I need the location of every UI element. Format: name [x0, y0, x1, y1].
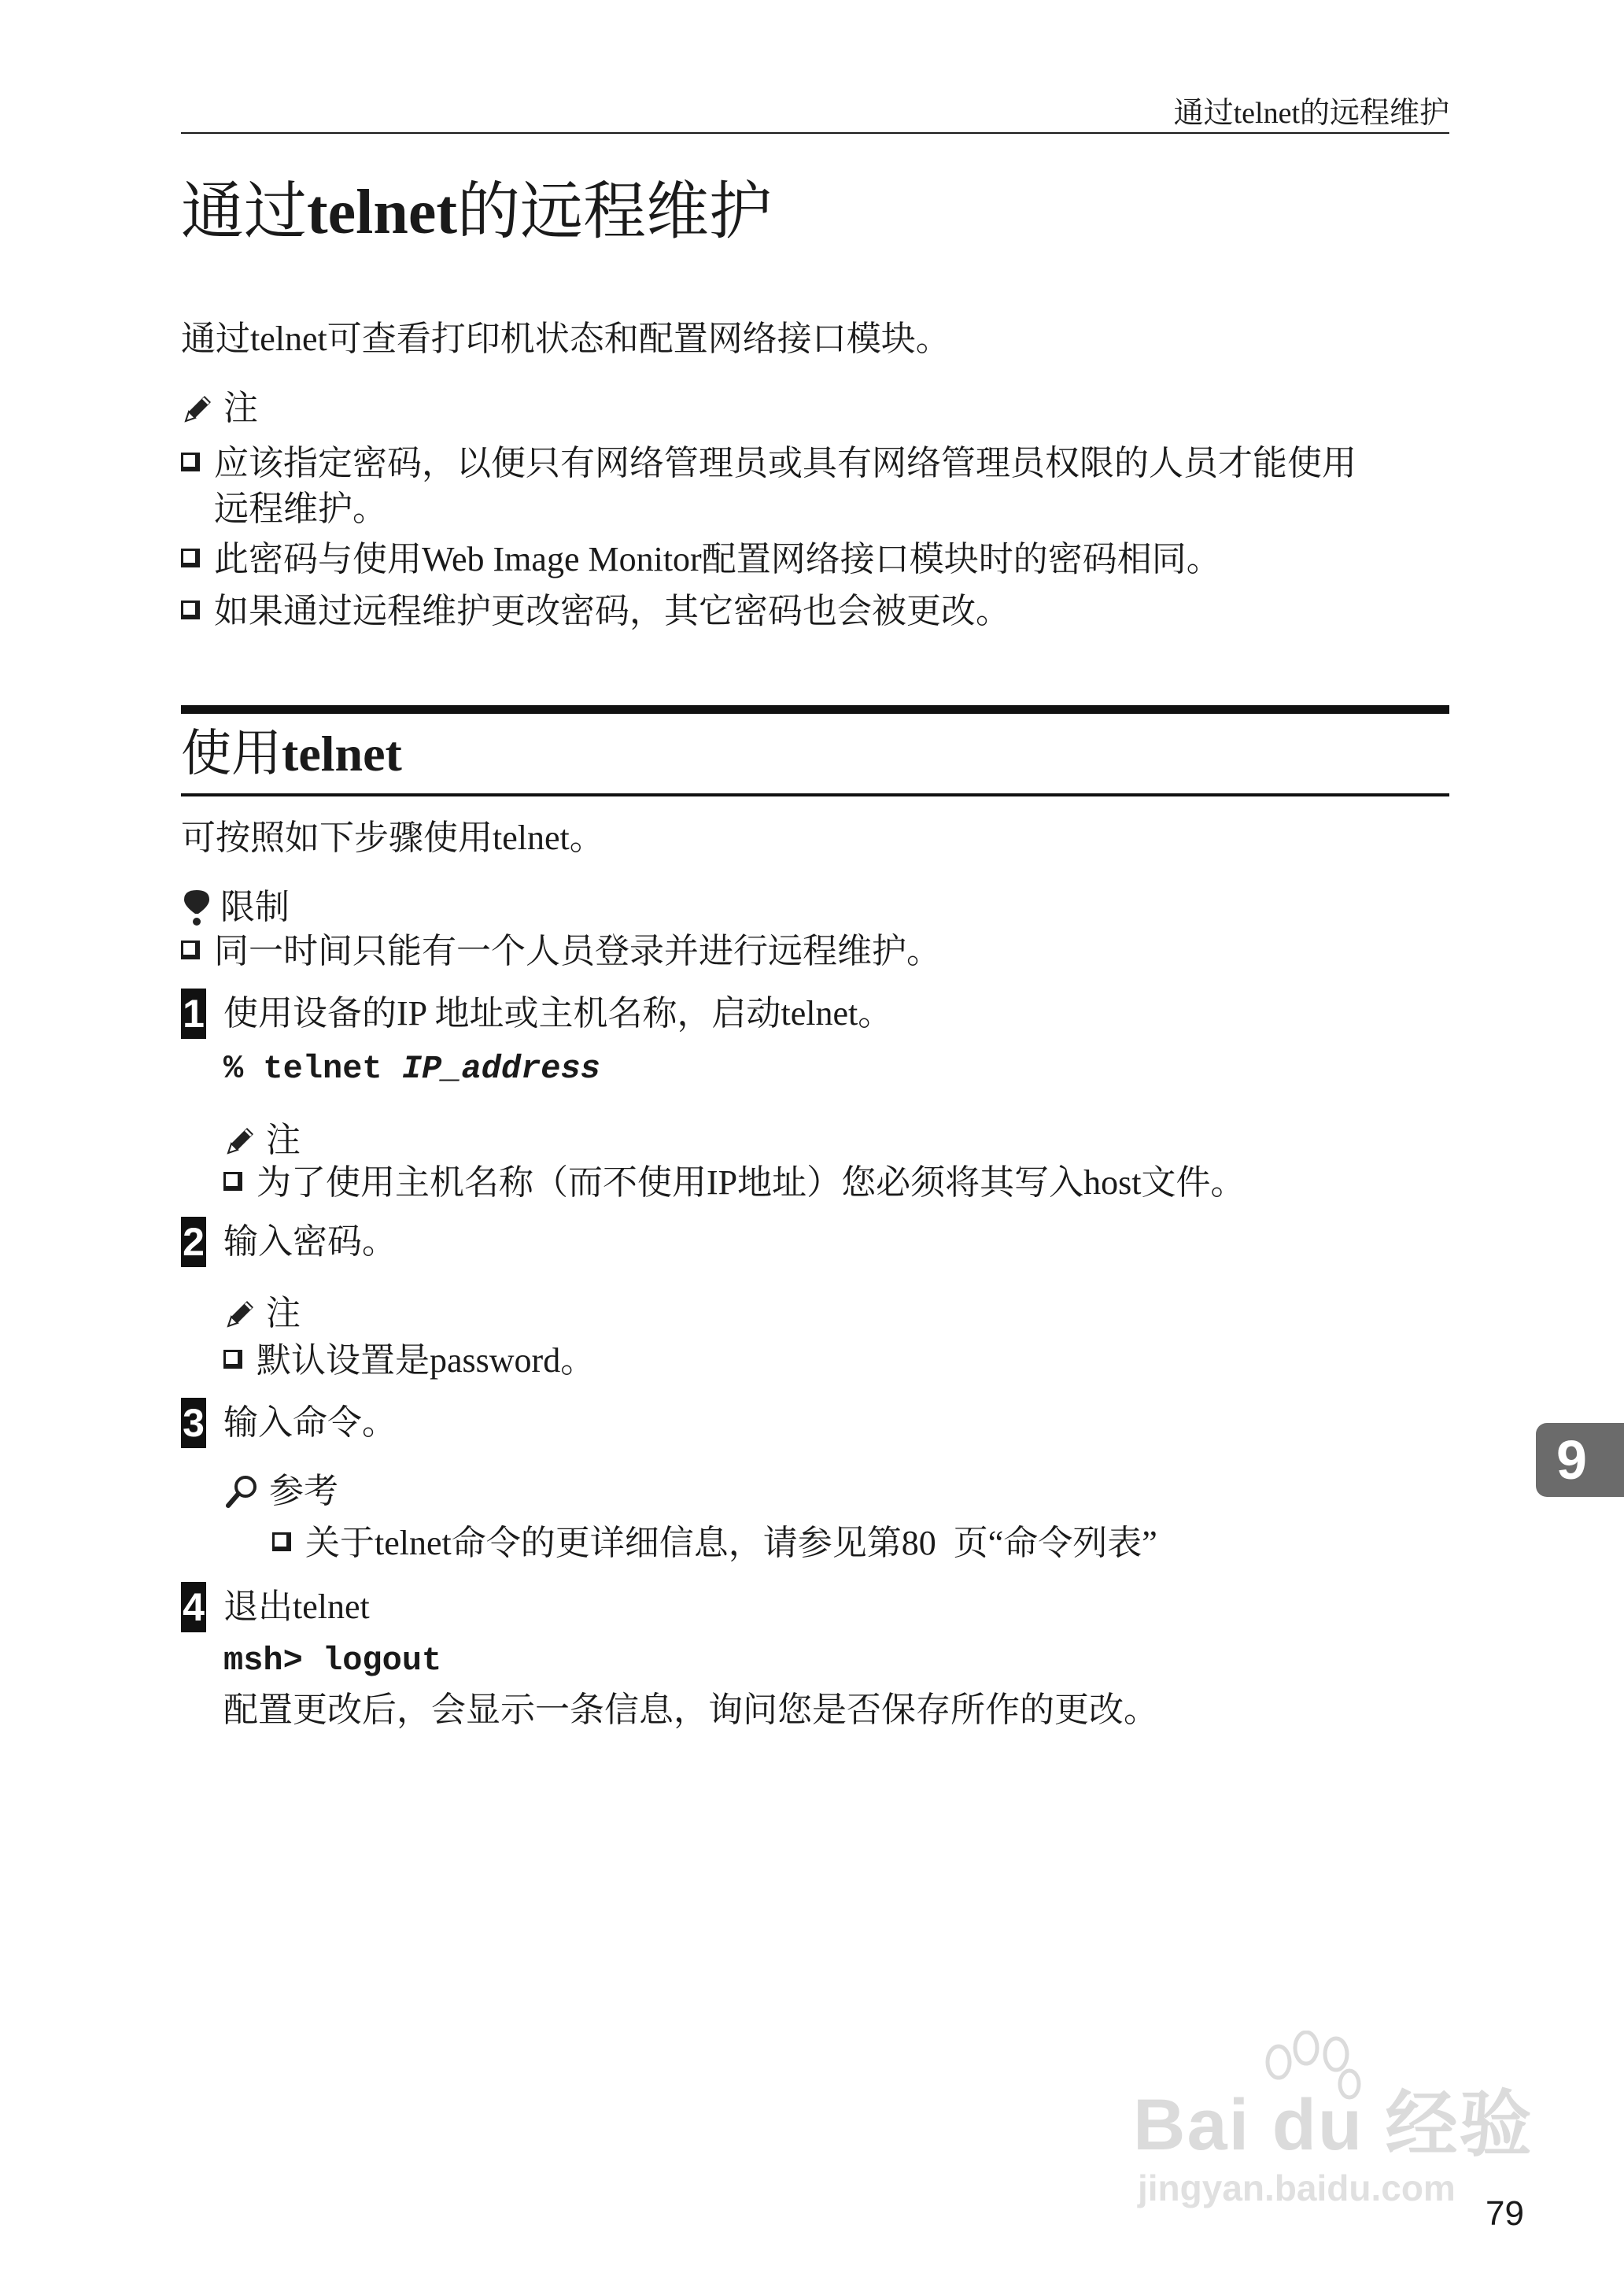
limitation-item-text: 同一时间只能有一个人员登录并进行远程维护。: [214, 932, 941, 970]
section-intro: 可按照如下步骤使用telnet。: [181, 819, 604, 857]
step-1-note-item: [223, 1160, 1245, 1206]
step-number-3: 3: [181, 1398, 206, 1448]
step-1-note-heading: [223, 1118, 301, 1163]
command-text: % telnet: [223, 1050, 402, 1088]
page-number: 79: [1486, 2194, 1524, 2233]
note-item-text: [214, 441, 1356, 532]
note-item: [181, 537, 1221, 582]
note-heading: [181, 386, 258, 431]
note-item: [181, 589, 1010, 634]
note-item-text: 默认设置是password。: [257, 1341, 596, 1380]
checkbox-bullet-icon: [223, 1172, 242, 1191]
pencil-icon: [223, 1296, 258, 1331]
checkbox-bullet-icon: [272, 1532, 291, 1551]
note-label: 注: [223, 389, 258, 427]
step-1-text: 使用设备的IP 地址或主机名称，启动telnet。: [223, 994, 893, 1033]
watermark-url: jingyan.baidu.com: [1138, 2168, 1456, 2208]
intro-paragraph: 通过telnet可查看打印机状态和配置网络接口模块。: [181, 320, 950, 358]
section-title-bold: telnet: [282, 726, 402, 782]
pencil-icon: [181, 391, 216, 426]
header-rule: [181, 132, 1449, 134]
magnifier-icon: [223, 1473, 261, 1510]
checkbox-bullet-icon: [223, 1350, 242, 1369]
running-header: 通过telnet的远程维护: [1173, 97, 1449, 130]
section-title: [181, 720, 402, 788]
checkbox-bullet-icon: [181, 549, 200, 567]
step-number-2: 2: [181, 1217, 206, 1267]
page-title-prefix: 通过: [181, 178, 307, 247]
reference-label: 参考: [269, 1472, 338, 1510]
baidu-watermark: [1133, 2038, 1534, 2212]
note-item-line: 远程维护。: [214, 490, 387, 528]
section-rule-bottom: [181, 793, 1449, 796]
limitation-item: [181, 929, 941, 974]
limitation-label: 限制: [220, 888, 290, 926]
step-4-description: 配置更改后，会显示一条信息，询问您是否保存所作的更改。: [223, 1691, 1158, 1729]
checkbox-bullet-icon: [181, 601, 200, 619]
page-title-bold: telnet: [307, 178, 458, 247]
note-label: 注: [266, 1121, 301, 1159]
checkbox-bullet-icon: [181, 941, 200, 959]
note-item-text: 为了使用主机名称（而不使用IP地址）您必须将其写入host文件。: [257, 1163, 1246, 1202]
paw-logo-icon: [1251, 2031, 1369, 2125]
limitation-icon: [181, 889, 212, 926]
limitation-heading: [181, 885, 290, 930]
pencil-icon: [223, 1123, 258, 1158]
command-argument: IP_address: [401, 1050, 600, 1088]
note-label: 注: [266, 1294, 301, 1332]
section-title-prefix: 使用: [181, 726, 282, 782]
step-number-4: 4: [181, 1582, 206, 1632]
note-item: [181, 441, 1456, 532]
page-title-suffix: 的远程维护: [457, 178, 773, 247]
section-rule-top: [181, 705, 1449, 714]
step-number-1: 1: [181, 989, 206, 1039]
step-3-text: 输入命令。: [223, 1403, 397, 1442]
step-2-note-item: [223, 1338, 595, 1384]
page-title: [181, 173, 772, 252]
reference-item: [272, 1521, 1157, 1566]
watermark-brand: Bai du 经验: [1133, 2085, 1534, 2165]
step-2-note-heading: [223, 1291, 301, 1336]
note-item-line: 应该指定密码，以便只有网络管理员或具有网络管理员权限的人员才能使用: [214, 444, 1356, 482]
step-4-command: msh> logout: [223, 1642, 442, 1680]
checkbox-bullet-icon: [181, 453, 200, 471]
chapter-tab: 9: [1536, 1423, 1624, 1497]
note-item-text: 如果通过远程维护更改密码，其它密码也会被更改。: [214, 592, 1010, 630]
reference-item-text: 关于telnet命令的更详细信息，请参见第80 页“命令列表”: [305, 1524, 1157, 1562]
note-item-text: 此密码与使用Web Image Monitor配置网络接口模块时的密码相同。: [214, 540, 1221, 578]
reference-heading: [223, 1469, 338, 1514]
step-1-command: [223, 1047, 600, 1091]
step-2-text: 输入密码。: [223, 1222, 397, 1261]
step-4-text: 退出telnet: [223, 1587, 370, 1626]
